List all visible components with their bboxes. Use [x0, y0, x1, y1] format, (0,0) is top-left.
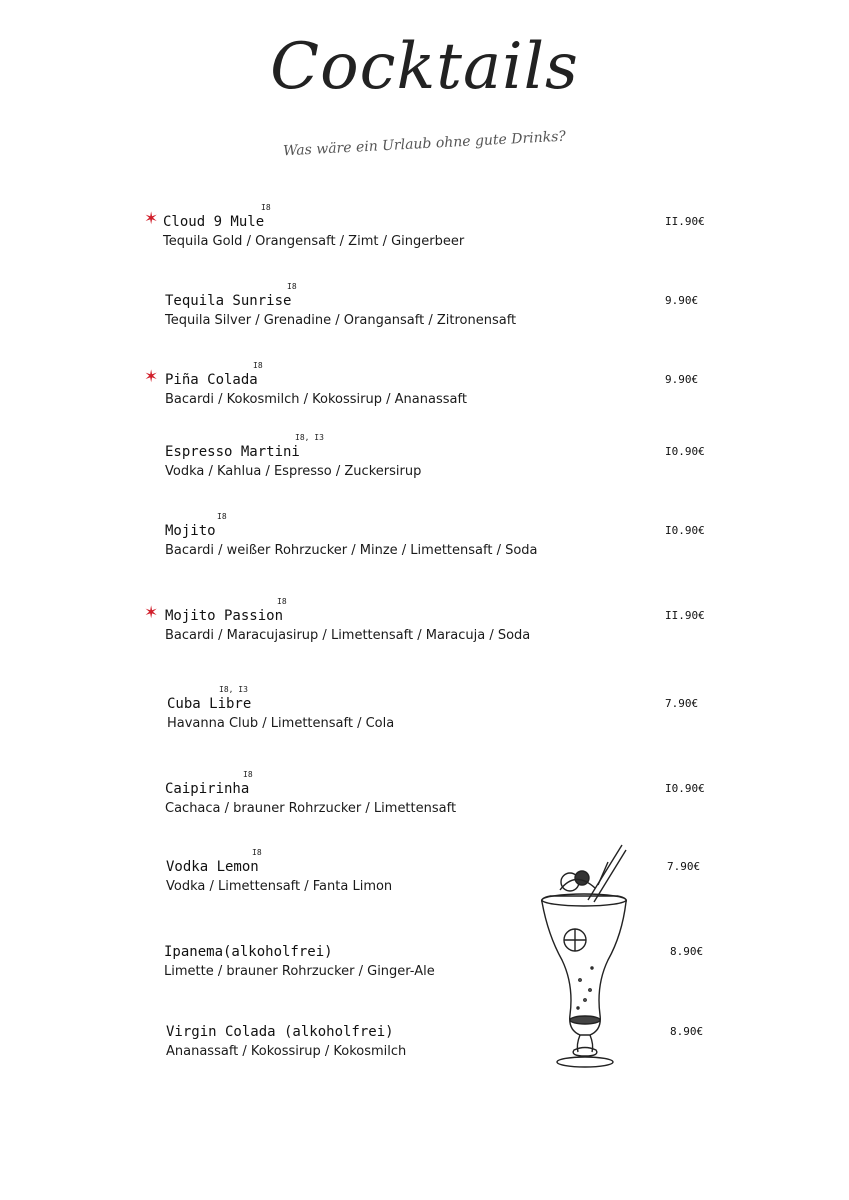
item-ingredients: Tequila Gold / Orangensaft / Zimt / Gingerbeer	[163, 234, 465, 249]
allergen-note: I8	[277, 597, 287, 606]
item-price: II.90€	[665, 609, 705, 622]
menu-item	[0, 361, 849, 421]
allergen-note: I8	[243, 770, 253, 779]
menu-item	[0, 770, 849, 830]
item-price: 7.90€	[665, 697, 699, 710]
allergen-note: I8, I3	[295, 433, 324, 442]
item-price: I0.90€	[665, 782, 705, 795]
item-ingredients: Havanna Club / Limettensaft / Cola	[167, 716, 395, 731]
star-icon: ✶	[144, 367, 159, 387]
item-ingredients: Vodka / Limettensaft / Fanta Limon	[166, 879, 393, 894]
item-price: 8.90€	[670, 1025, 704, 1038]
menu-item	[0, 512, 849, 572]
star-icon: ✶	[144, 603, 159, 623]
allergen-note: I8	[287, 282, 297, 291]
item-name: Cloud 9 Mule	[163, 214, 265, 230]
star-icon: ✶	[144, 209, 159, 229]
menu-item	[0, 942, 849, 1002]
item-name: Ipanema(alkoholfrei)	[164, 944, 333, 960]
item-name: Vodka Lemon	[166, 859, 259, 875]
item-name: Mojito	[165, 523, 216, 539]
menu-item	[0, 685, 849, 745]
allergen-note: I8	[217, 512, 227, 521]
item-name: Virgin Colada (alkoholfrei)	[166, 1024, 394, 1040]
item-price: 9.90€	[665, 294, 699, 307]
item-name: Espresso Martini	[165, 444, 300, 460]
item-ingredients: Bacardi / Maracujasirup / Limettensaft / Maracuja / Soda	[165, 628, 531, 643]
menu-item	[0, 282, 849, 342]
menu-item	[0, 433, 849, 493]
menu-item	[0, 1022, 849, 1082]
item-ingredients: Limette / brauner Rohrzucker / Ginger-Ale	[164, 964, 435, 979]
allergen-note: I8	[252, 848, 262, 857]
item-ingredients: Ananassaft / Kokossirup / Kokosmilch	[166, 1044, 407, 1059]
allergen-note: I8	[261, 203, 271, 212]
menu-item	[0, 203, 849, 263]
item-price: II.90€	[665, 215, 705, 228]
item-price: I0.90€	[665, 524, 705, 537]
item-ingredients: Tequila Silver / Grenadine / Orangansaft / Zitronensaft	[165, 313, 517, 328]
item-ingredients: Bacardi / Kokosmilch / Kokossirup / Ananassaft	[165, 392, 467, 407]
item-ingredients: Bacardi / weißer Rohrzucker / Minze / Limettensaft / Soda	[165, 543, 538, 558]
item-ingredients: Vodka / Kahlua / Espresso / Zuckersirup	[165, 464, 422, 479]
item-name: Cuba Libre	[167, 696, 252, 712]
item-ingredients: Cachaca / brauner Rohrzucker / Limettensaft	[165, 801, 457, 816]
item-price: 8.90€	[670, 945, 704, 958]
item-price: 7.90€	[667, 860, 701, 873]
item-price: I0.90€	[665, 445, 705, 458]
menu-item	[0, 597, 849, 657]
page-subtitle: Was wäre ein Urlaub ohne gute Drinks?	[282, 128, 567, 160]
item-price: 9.90€	[665, 373, 699, 386]
cocktail-glass-icon	[530, 840, 640, 1070]
page-title: Cocktails	[270, 30, 579, 104]
allergen-note: I8, I3	[219, 685, 248, 694]
allergen-note: I8	[253, 361, 263, 370]
menu-item	[0, 848, 849, 908]
item-name: Caipirinha	[165, 781, 250, 797]
item-name: Piña Colada	[165, 372, 258, 388]
item-name: Mojito Passion	[165, 608, 284, 624]
item-name: Tequila Sunrise	[165, 293, 292, 309]
